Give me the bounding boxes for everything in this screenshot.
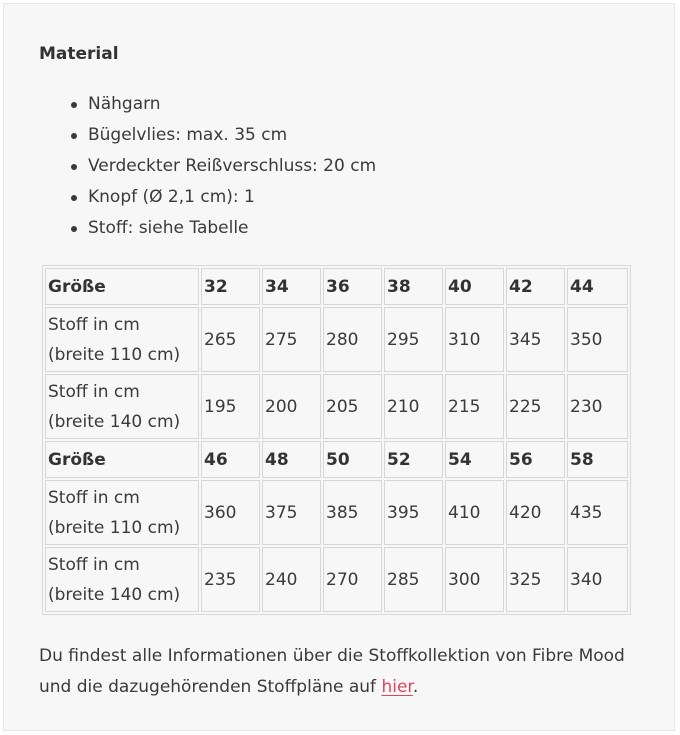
size-header-label: Größe — [45, 441, 199, 478]
fabric-amount-cell: 375 — [262, 480, 321, 545]
size-cell: 44 — [567, 268, 628, 305]
fabric-amount-cell: 200 — [262, 374, 321, 439]
fabric-row-label — [45, 374, 199, 439]
fabric-amount-cell: 225 — [506, 374, 565, 439]
material-item: Bügelvlies: max. 35 cm — [68, 120, 376, 151]
fabric-size-table — [42, 265, 631, 615]
fabric-amount-cell: 280 — [323, 307, 382, 372]
fabric-amount-cell: 265 — [201, 307, 260, 372]
fabric-label-line2: (breite 110 cm) — [48, 344, 181, 365]
fabric-amount-cell: 395 — [384, 480, 443, 545]
size-header-row — [45, 441, 628, 478]
fabric-amount-cell: 270 — [323, 547, 382, 612]
fabric-label-line1: Stoff in cm — [48, 381, 140, 402]
fabric-label-line1: Stoff in cm — [48, 487, 140, 508]
material-item: Knopf (Ø 2,1 cm): 1 — [68, 182, 376, 213]
size-cell: 42 — [506, 268, 565, 305]
size-header-row — [45, 268, 628, 305]
fabric-row — [45, 480, 628, 545]
fabric-row — [45, 374, 628, 439]
fabric-label-line2: (breite 140 cm) — [48, 411, 181, 432]
fabric-amount-cell: 340 — [567, 547, 628, 612]
size-header-label: Größe — [45, 268, 199, 305]
size-cell: 40 — [445, 268, 504, 305]
material-item: Nähgarn — [68, 89, 376, 120]
size-cell: 32 — [201, 268, 260, 305]
materials-list — [68, 89, 376, 244]
fabric-amount-cell: 345 — [506, 307, 565, 372]
fabric-amount-cell: 230 — [567, 374, 628, 439]
fabric-amount-cell: 310 — [445, 307, 504, 372]
fabric-amount-cell: 235 — [201, 547, 260, 612]
fabric-row — [45, 547, 628, 612]
size-cell: 56 — [506, 441, 565, 478]
size-cell: 48 — [262, 441, 321, 478]
fabric-amount-cell: 420 — [506, 480, 565, 545]
section-title: Material — [39, 44, 119, 64]
fabric-label-line2: (breite 140 cm) — [48, 584, 181, 605]
fabric-label-line1: Stoff in cm — [48, 314, 140, 335]
size-cell: 38 — [384, 268, 443, 305]
size-cell: 58 — [567, 441, 628, 478]
footer-end: . — [412, 677, 419, 697]
material-item: Verdeckter Reißverschluss: 20 cm — [68, 151, 376, 182]
size-cell: 34 — [262, 268, 321, 305]
fabric-amount-cell: 195 — [201, 374, 260, 439]
fabric-row-label — [45, 547, 199, 612]
size-cell: 36 — [323, 268, 382, 305]
fabric-amount-cell: 325 — [506, 547, 565, 612]
fabric-amount-cell: 350 — [567, 307, 628, 372]
size-cell: 52 — [384, 441, 443, 478]
fabric-amount-cell: 210 — [384, 374, 443, 439]
footer-text: Du findest alle Informationen über die Stoffkollektion von Fibre Mood und die dazugehörenden Stoffpläne auf — [39, 646, 625, 697]
hier-link[interactable]: hier — [381, 677, 413, 697]
fabric-amount-cell: 300 — [445, 547, 504, 612]
fabric-amount-cell: 385 — [323, 480, 382, 545]
fabric-amount-cell: 295 — [384, 307, 443, 372]
fabric-amount-cell: 215 — [445, 374, 504, 439]
fabric-label-line2: (breite 110 cm) — [48, 517, 181, 538]
fabric-amount-cell: 205 — [323, 374, 382, 439]
fabric-row-label — [45, 307, 199, 372]
material-item: Stoff: siehe Tabelle — [68, 213, 376, 244]
fabric-row — [45, 307, 628, 372]
fabric-amount-cell: 435 — [567, 480, 628, 545]
fabric-amount-cell: 360 — [201, 480, 260, 545]
content-panel — [3, 3, 675, 731]
fabric-row-label — [45, 480, 199, 545]
fabric-amount-cell: 285 — [384, 547, 443, 612]
fabric-amount-cell: 410 — [445, 480, 504, 545]
fabric-label-line1: Stoff in cm — [48, 554, 140, 575]
size-cell: 54 — [445, 441, 504, 478]
size-cell: 46 — [201, 441, 260, 478]
fabric-amount-cell: 240 — [262, 547, 321, 612]
footer-paragraph — [39, 641, 629, 703]
fabric-amount-cell: 275 — [262, 307, 321, 372]
size-cell: 50 — [323, 441, 382, 478]
